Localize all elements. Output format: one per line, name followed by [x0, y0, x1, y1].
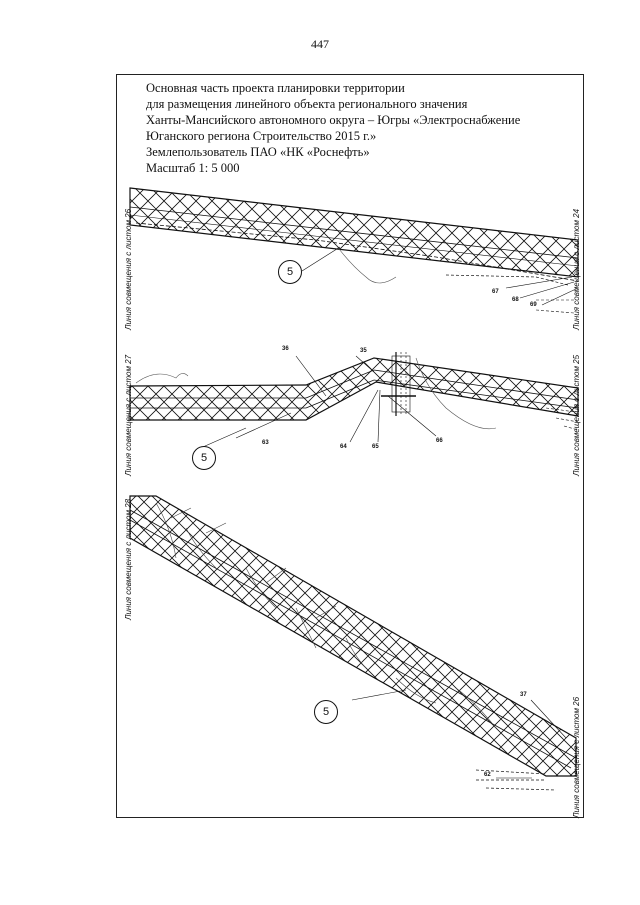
corridor-drawing-1 [116, 185, 584, 335]
point-number: 36 [282, 346, 289, 352]
corridor-zone-2 [130, 358, 578, 420]
match-line-label-left: Линия совмещения с листом 27 [124, 354, 133, 476]
match-line-label-right: Линия совмещения с листом 25 [572, 354, 581, 476]
title-line-2: для размещения линейного объекта регионального значения [146, 97, 468, 111]
page-number: 447 [311, 37, 329, 51]
drawing-title-block [146, 80, 576, 176]
callout-5: 5 [192, 446, 216, 470]
match-line-label-left: Линия совмещения с листом 26 [124, 208, 133, 330]
point-number: 35 [360, 348, 367, 354]
scale-line: Масштаб 1: 5 000 [146, 161, 240, 175]
callout-5: 5 [314, 700, 338, 724]
point-number: 37 [520, 692, 527, 698]
match-line-label-left: Линия совмещения с листом 28 [124, 498, 133, 620]
point-number: 69 [530, 302, 537, 308]
title-line-4: Юганского региона Строительство 2015 г.» [146, 129, 377, 143]
corridor-drawing-3 [116, 488, 584, 818]
point-number: 65 [372, 444, 379, 450]
match-line-label-right: Линия совмещения с листом 24 [572, 208, 581, 330]
callout-5: 5 [278, 260, 302, 284]
point-number: 66 [436, 438, 443, 444]
map-panel-1 [116, 185, 584, 335]
match-line-label-right: Линия совмещения с листом 26 [572, 696, 581, 818]
corridor-drawing-2 [116, 338, 584, 486]
point-number: 62 [484, 772, 491, 778]
map-panel-3 [116, 488, 584, 818]
point-number: 68 [512, 297, 519, 303]
title-line-3: Ханты-Мансийского автономного округа – Югры «Электроснабжение [146, 113, 521, 127]
title-line-1: Основная часть проекта планировки территории [146, 81, 405, 95]
land-user-line: Землепользователь ПАО «НК «Роснефть» [146, 145, 370, 159]
corridor-zone-3 [130, 496, 576, 776]
point-number: 67 [492, 289, 499, 295]
map-panel-2 [116, 338, 584, 486]
point-number: 63 [262, 440, 269, 446]
point-number: 64 [340, 444, 347, 450]
